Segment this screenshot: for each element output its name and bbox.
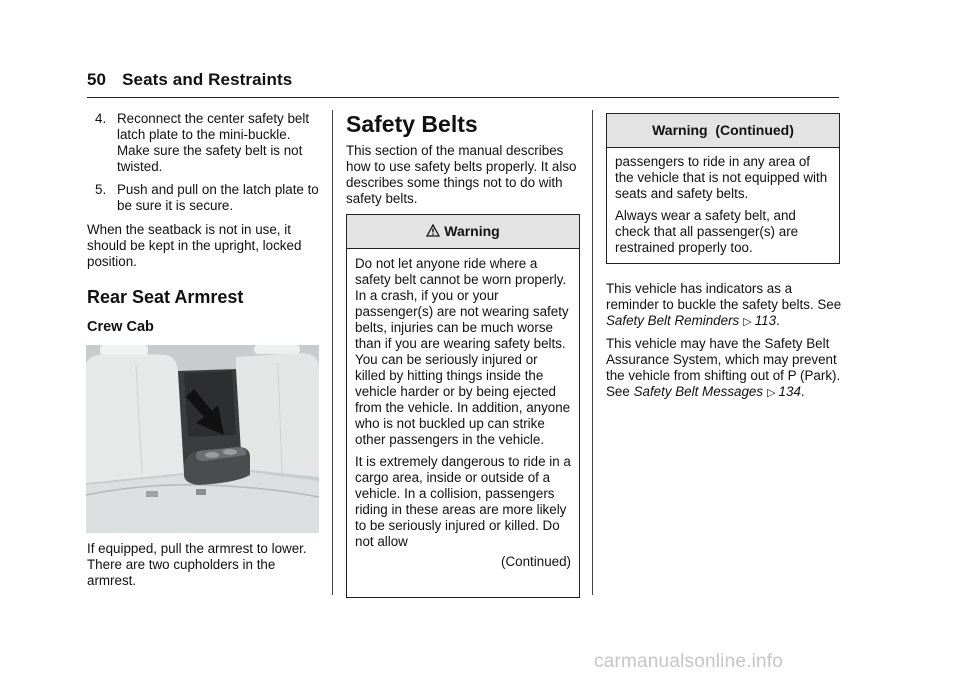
armrest-caption: If equipped, pull the armrest to lower. There are two cupholders in the armrest. xyxy=(87,541,307,588)
crew-cab-heading: Crew Cab xyxy=(87,319,154,335)
page-ref-arrow-icon: ▷ xyxy=(743,316,752,328)
continued-label: (Continued) xyxy=(501,554,571,569)
column-3-text xyxy=(606,281,842,401)
warning-continued-box xyxy=(606,113,840,264)
safety-belts-intro: This section of the manual describes how to use safety belts properly. It also describes some things not to do with safety belts. xyxy=(346,143,577,206)
warning-continued-header: Warning (Continued) xyxy=(607,114,839,148)
watermark: carmanualsonline.info xyxy=(594,651,784,672)
step-text: Reconnect the center safety belt latch plate to the mini-buckle. Make sure the safety belt is not twisted. xyxy=(117,111,310,174)
section-title: Seats and Restraints xyxy=(122,70,293,89)
step-4 xyxy=(87,111,323,175)
header-rule xyxy=(87,97,839,98)
warning-triangle-icon xyxy=(426,216,440,249)
page-number: 50 xyxy=(87,70,107,89)
warning-continued-body xyxy=(607,148,839,256)
assurance-paragraph xyxy=(606,336,842,401)
assurance-page[interactable]: 134 xyxy=(778,384,801,399)
warning-body xyxy=(347,249,579,570)
step-number: 5. xyxy=(95,182,107,197)
column-divider-right xyxy=(592,110,593,595)
safety-belts-title: Safety Belts xyxy=(346,111,478,137)
warning-header xyxy=(347,215,579,249)
reminder-link[interactable]: Safety Belt Reminders xyxy=(606,313,740,328)
warning-box xyxy=(346,214,580,598)
rear-seat-armrest-photo xyxy=(86,345,319,533)
warning-continued-paragraph-2: Always wear a safety belt, and check that all passenger(s) are restrained properly too. xyxy=(615,208,799,255)
step-5 xyxy=(87,182,323,214)
armrest-illustration xyxy=(86,345,319,533)
seatback-note: When the seatback is not in use, it should be kept in the upright, locked position. xyxy=(87,222,302,269)
column-1 xyxy=(87,111,323,336)
warning-label: Warning xyxy=(444,223,500,239)
reminder-paragraph xyxy=(606,281,842,330)
warning-paragraph-1: Do not let anyone ride where a safety belt cannot be worn properly. In a crash, if you or your passenger(s) are not wearing safety belts, injuries can be much worse than if you are wearing safety belts. You can be seriously injured or killed by hitting things inside the vehicle harder or by being ejected from the vehicle. In addition, anyone who is not buckled up can strike other passengers in the vehicle. xyxy=(355,256,571,447)
assurance-link[interactable]: Safety Belt Messages xyxy=(633,384,764,399)
reminder-page[interactable]: 113 xyxy=(754,313,777,328)
armrest-caption-block xyxy=(87,541,323,589)
step-number: 4. xyxy=(95,111,107,126)
assurance-text: This vehicle may have the Safety Belt Assurance System, which may prevent the vehicle from shifting out of P (Park). See xyxy=(606,336,841,399)
armrest-heading: Rear Seat Armrest xyxy=(87,287,244,307)
page-header xyxy=(87,70,292,90)
column-divider-left xyxy=(332,110,333,595)
step-text: Push and pull on the latch plate to be sure it is secure. xyxy=(117,182,319,213)
reminder-text: This vehicle has indicators as a reminder to buckle the safety belts. See xyxy=(606,281,842,312)
warning-paragraph-2: It is extremely dangerous to ride in a cargo area, inside or outside of a vehicle. In a collision, passengers riding in these areas are more likely to be seriously injured or killed. Do not allow xyxy=(355,454,571,549)
column-2 xyxy=(346,111,578,207)
page-ref-arrow-icon: ▷ xyxy=(767,387,776,399)
warning-continued-paragraph-1: passengers to ride in any area of the vehicle that is not equipped with seats and safety belts. xyxy=(615,154,828,201)
reminder-end: . xyxy=(776,313,780,328)
assurance-end: . xyxy=(800,384,805,399)
